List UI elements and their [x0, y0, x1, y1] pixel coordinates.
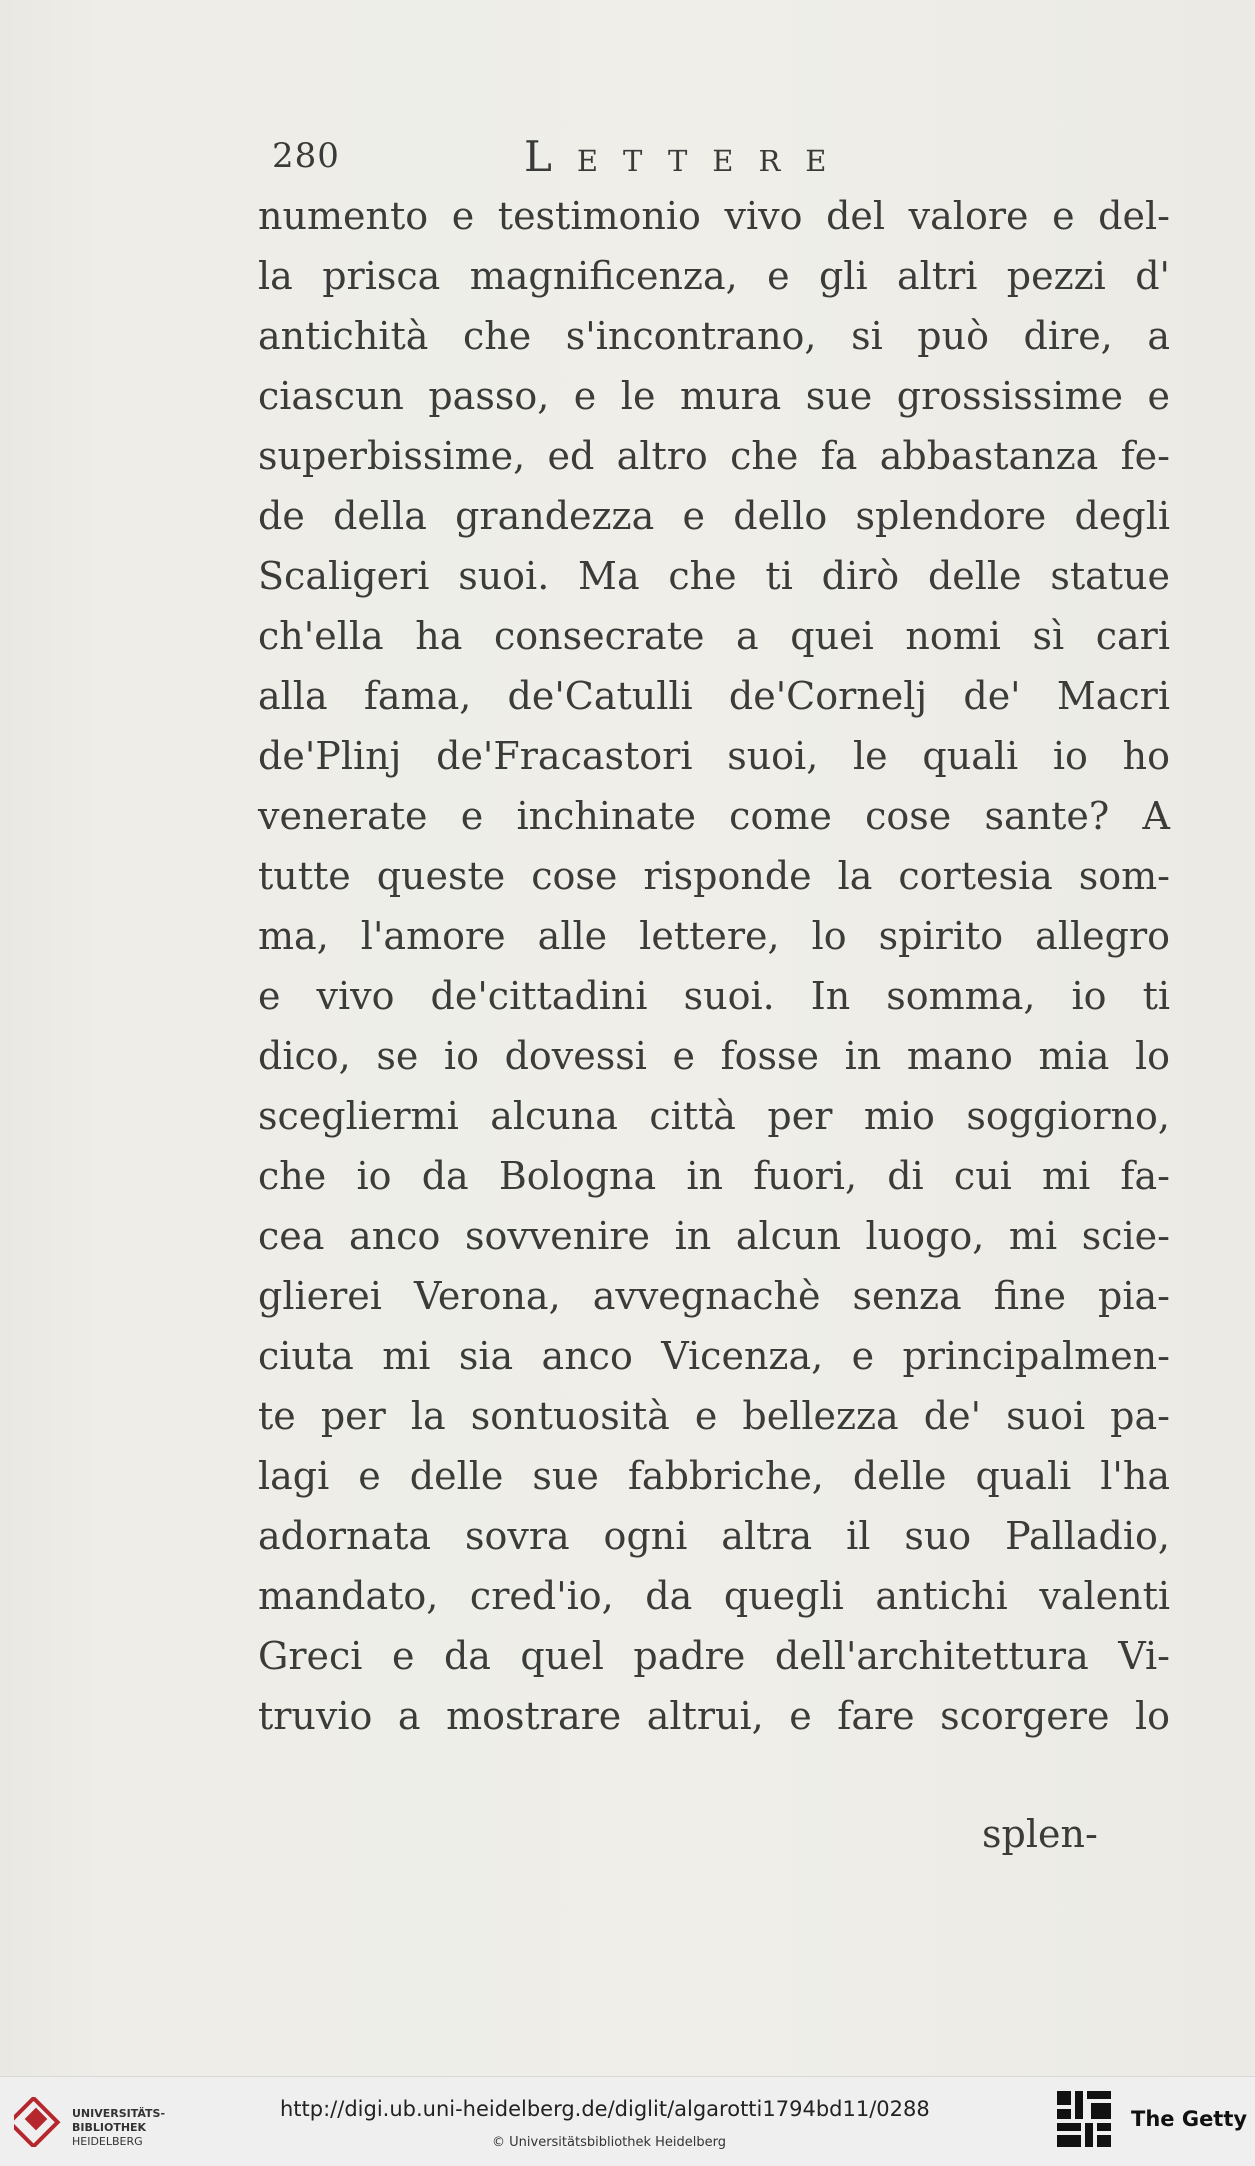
- body-text: [258, 186, 1170, 1746]
- text-line: mandato, cred'io, da quegli antichi valenti: [258, 1574, 1170, 1618]
- catchword: splen-: [982, 1812, 1098, 1856]
- text-line: superbissime, ed altro che fa abbastanza fe-: [258, 434, 1170, 478]
- text-line: glierei Verona, avvegnachè senza fine pia-: [258, 1274, 1170, 1318]
- text-line: Scaligeri suoi. Ma che ti dirò delle statue: [258, 554, 1170, 598]
- text-line: de'Plinj de'Fracastori suoi, le quali io ho: [258, 734, 1170, 778]
- text-line: ciuta mi sia anco Vicenza, e principalmen-: [258, 1334, 1170, 1378]
- library-emblem-icon: [14, 2097, 64, 2147]
- text-line: scegliermi alcuna città per mio soggiorno,: [258, 1094, 1170, 1138]
- university-library-name: [72, 2107, 165, 2149]
- text-line: che io da Bologna in fuori, di cui mi fa-: [258, 1154, 1170, 1198]
- logo-line: HEIDELBERG: [72, 2135, 143, 2148]
- getty-logo[interactable]: [1055, 2089, 1248, 2153]
- text-line: venerate e inchinate come cose sante? A: [258, 794, 1170, 838]
- text-line: de della grandezza e dello splendore degli: [258, 494, 1170, 538]
- copyright-notice: © Universitätsbibliothek Heidelberg: [492, 2135, 727, 2150]
- text-line: cea anco sovvenire in alcun luogo, mi scie-: [258, 1214, 1170, 1258]
- logo-line: BIBLIOTHEK: [72, 2121, 147, 2134]
- text-line: la prisca magnificenza, e gli altri pezzi d': [258, 254, 1170, 298]
- running-head: Lettere: [524, 132, 852, 181]
- text-line: Greci e da quel padre dell'architettura Vi-: [258, 1634, 1170, 1678]
- page-number: 280: [272, 136, 340, 176]
- text-line: dico, se io dovessi e fosse in mano mia lo: [258, 1034, 1170, 1078]
- text-line: e vivo de'cittadini suoi. In somma, io ti: [258, 974, 1170, 1018]
- text-line: lagi e delle sue fabbriche, delle quali l'ha: [258, 1454, 1170, 1498]
- text-line: antichità che s'incontrano, si può dire, a: [258, 314, 1170, 358]
- text-line: ciascun passo, e le mura sue grossissime e: [258, 374, 1170, 418]
- text-line: te per la sontuosità e bellezza de' suoi pa-: [258, 1394, 1170, 1438]
- text-line: ch'ella ha consecrate a quei nomi sì cari: [258, 614, 1170, 658]
- getty-name: The Getty: [1131, 2107, 1248, 2131]
- logo-line: UNIVERSITÄTS-: [72, 2107, 166, 2120]
- text-line: numento e testimonio vivo del valore e del-: [258, 194, 1170, 238]
- text-line: alla fama, de'Catulli de'Cornelj de' Macri: [258, 674, 1170, 718]
- text-line: ma, l'amore alle lettere, lo spirito allegro: [258, 914, 1170, 958]
- text-line: adornata sovra ogni altra il suo Palladio,: [258, 1514, 1170, 1558]
- getty-emblem-icon: [1055, 2089, 1119, 2151]
- viewer-footer: [0, 2076, 1255, 2166]
- text-line: truvio a mostrare altrui, e fare scorgere lo: [258, 1694, 1170, 1738]
- permalink-url[interactable]: http://digi.ub.uni-heidelberg.de/diglit/algarotti1794bd11/0288: [280, 2097, 930, 2121]
- text-line: tutte queste cose risponde la cortesia som-: [258, 854, 1170, 898]
- university-library-logo[interactable]: [14, 2093, 174, 2153]
